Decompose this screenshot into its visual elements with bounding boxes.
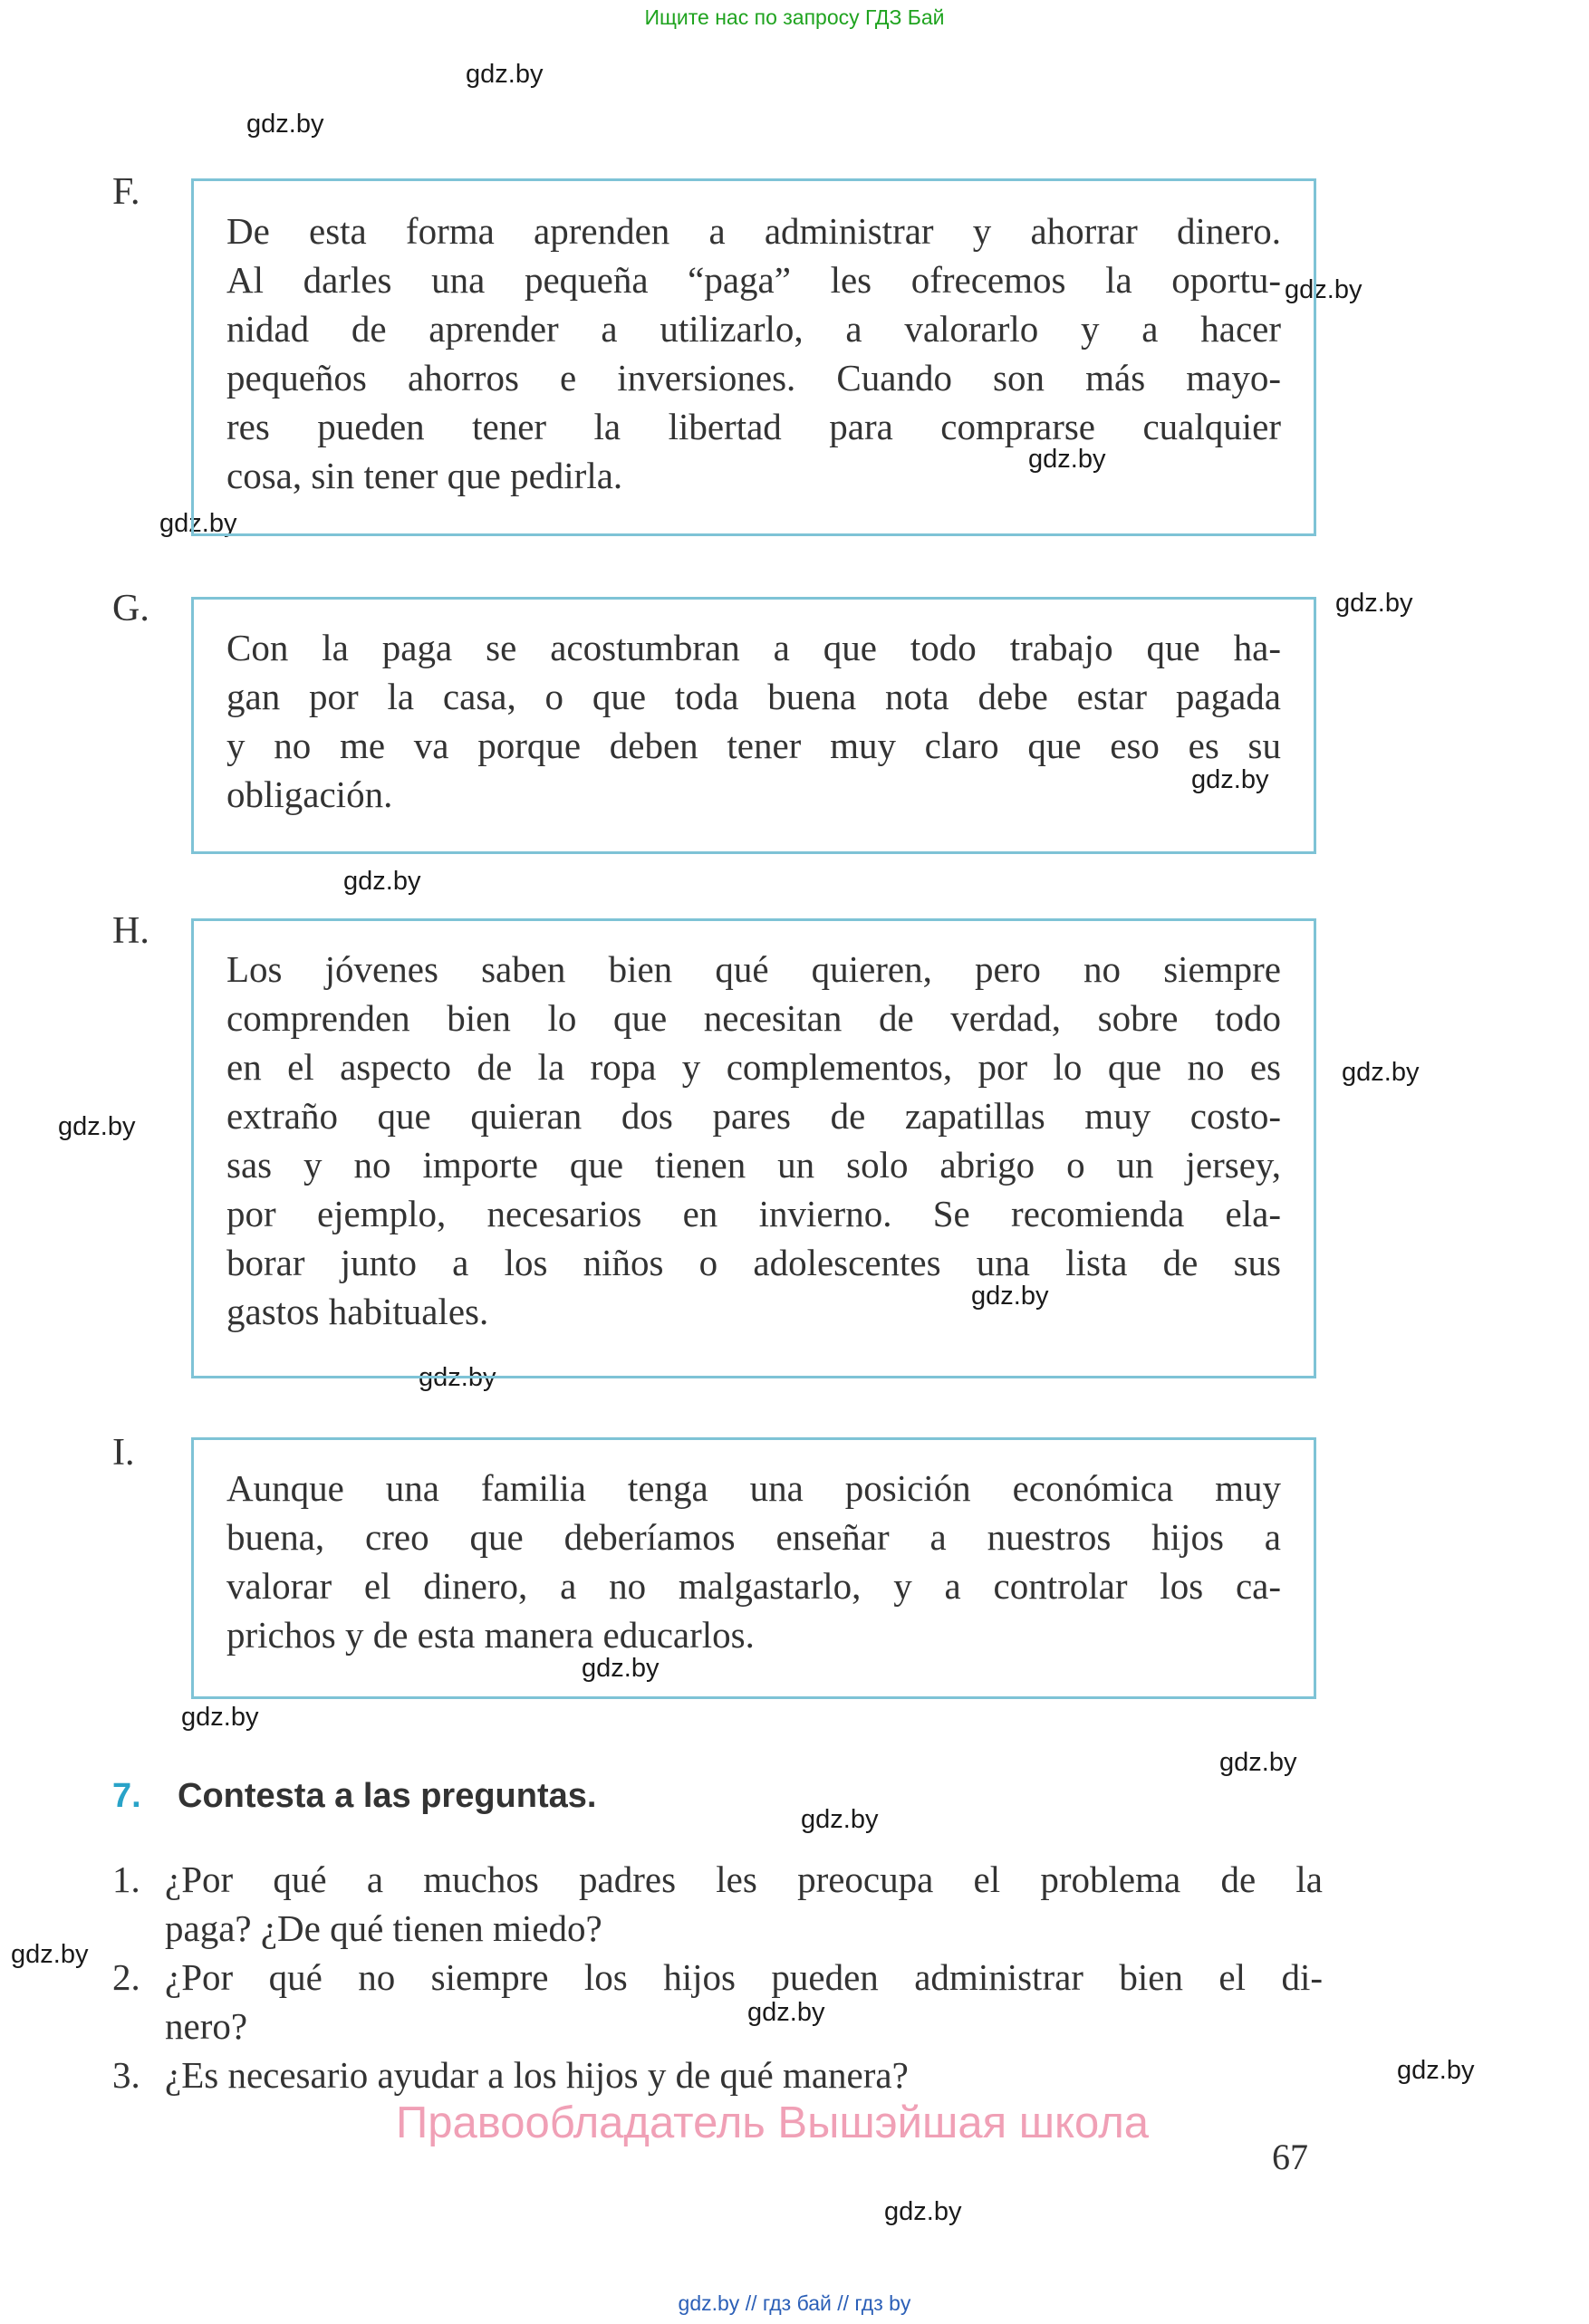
section-letter: I. (112, 1432, 135, 1474)
watermark: gdz.by (1219, 1748, 1297, 1777)
question-number: 2. (112, 1956, 140, 1998)
question-number: 3. (112, 2054, 140, 2096)
question-line: paga? ¿De qué tienen miedo? (165, 1907, 602, 1949)
text-line: nidad de aprender a utilizarlo, a valorarlo y a hacer (226, 308, 1281, 350)
watermark: gdz.by (1191, 765, 1269, 794)
question-line: nero? (165, 2005, 248, 2047)
text-line: Con la paga se acostumbran a que todo trabajo que ha- (226, 627, 1281, 668)
section-letter: F. (112, 171, 140, 213)
text-box-g (191, 597, 1316, 854)
text-line: extraño que quieran dos pares de zapatillas muy costo- (226, 1095, 1281, 1137)
question-line: ¿Por qué no siempre los hijos pueden administrar bien el di- (165, 1956, 1323, 1998)
question-number: 1. (112, 1858, 140, 1900)
watermark: gdz.by (466, 60, 544, 89)
text-box-f (191, 178, 1316, 536)
question-item (112, 1953, 1323, 2050)
text-line: Los jóvenes saben bien qué quieren, pero no siempre (226, 948, 1281, 990)
exercise-number: 7. (112, 1777, 141, 1815)
text-line: prichos y de esta manera educarlos. (226, 1614, 755, 1656)
text-line: pequeños ahorros e inversiones. Cuando son más mayo- (226, 357, 1281, 399)
watermark: gdz.by (884, 2197, 962, 2226)
text-line: buena, creo que deberíamos enseñar a nuestros hijos a (226, 1516, 1281, 1558)
watermark: gdz.by (801, 1805, 879, 1834)
watermark: gdz.by (343, 867, 421, 896)
text-line: borar junto a los niños o adolescentes una lista de sus (226, 1242, 1281, 1283)
text-line: gastos habituales. (226, 1291, 489, 1332)
rights-holder-text: Правообладатель Вышэйшая школа (396, 2098, 1150, 2147)
watermark: gdz.by (58, 1112, 136, 1141)
text-line: obligación. (226, 773, 393, 815)
text-line: valorar el dinero, a no malgastarlo, y a controlar los ca- (226, 1565, 1281, 1607)
section-letter: H. (112, 910, 149, 952)
watermark: gdz.by (159, 509, 237, 538)
box-text (226, 945, 1281, 1336)
text-line: De esta forma aprenden a administrar y ahorrar dinero. (226, 210, 1281, 252)
watermark: gdz.by (1285, 275, 1363, 304)
text-box-h (191, 918, 1316, 1378)
question-item (112, 1855, 1323, 1953)
watermark: gdz.by (1335, 589, 1413, 618)
text-line: cosa, sin tener que pedirla. (226, 455, 623, 496)
text-line: por ejemplo, necesarios en invierno. Se recomienda ela- (226, 1193, 1281, 1234)
section-letter: G. (112, 588, 149, 629)
watermark: gdz.by (11, 1940, 89, 1969)
watermark: gdz.by (246, 110, 324, 139)
watermark: gdz.by (181, 1703, 259, 1732)
text-line: Al darles una pequeña “paga” les ofrecemos la oportu- (226, 259, 1281, 301)
text-line: Aunque una familia tenga una posición económica muy (226, 1467, 1281, 1509)
text-box-i (191, 1437, 1316, 1699)
watermark: gdz.by (1028, 445, 1106, 474)
text-line: y no me va porque deben tener muy claro que eso es su (226, 725, 1281, 766)
page-number: 67 (1272, 2137, 1308, 2177)
watermark: gdz.by (1342, 1058, 1420, 1087)
question-line: ¿Por qué a muchos padres les preocupa el problema de la (165, 1858, 1323, 1900)
watermark: gdz.by (582, 1654, 660, 1683)
box-text (226, 623, 1281, 819)
watermark: gdz.by (747, 1998, 825, 2027)
footer-links: gdz.by // гдз бай // гдз by (678, 2291, 911, 2315)
text-line: gan por la casa, o que toda buena nota debe estar pagada (226, 676, 1281, 717)
text-line: comprenden bien lo que necesitan de verdad, sobre todo (226, 997, 1281, 1039)
question-item (112, 2050, 1323, 2099)
text-line: res pueden tener la libertad para comprarse cualquier (226, 406, 1281, 447)
header-note: Ищите нас по запросу ГДЗ Бай (644, 5, 945, 29)
box-text (226, 1464, 1281, 1659)
box-text (226, 206, 1281, 500)
watermark: gdz.by (971, 1282, 1049, 1311)
text-line: sas y no importe que tienen un solo abrigo o un jersey, (226, 1144, 1281, 1186)
text-line: en el aspecto de la ropa y complementos, por lo que no es (226, 1046, 1281, 1088)
exercise-title: Contesta a las preguntas. (178, 1777, 597, 1815)
question-line: ¿Es necesario ayudar a los hijos y de qué manera? (165, 2054, 909, 2096)
watermark: gdz.by (419, 1363, 496, 1392)
watermark: gdz.by (1397, 2056, 1475, 2085)
